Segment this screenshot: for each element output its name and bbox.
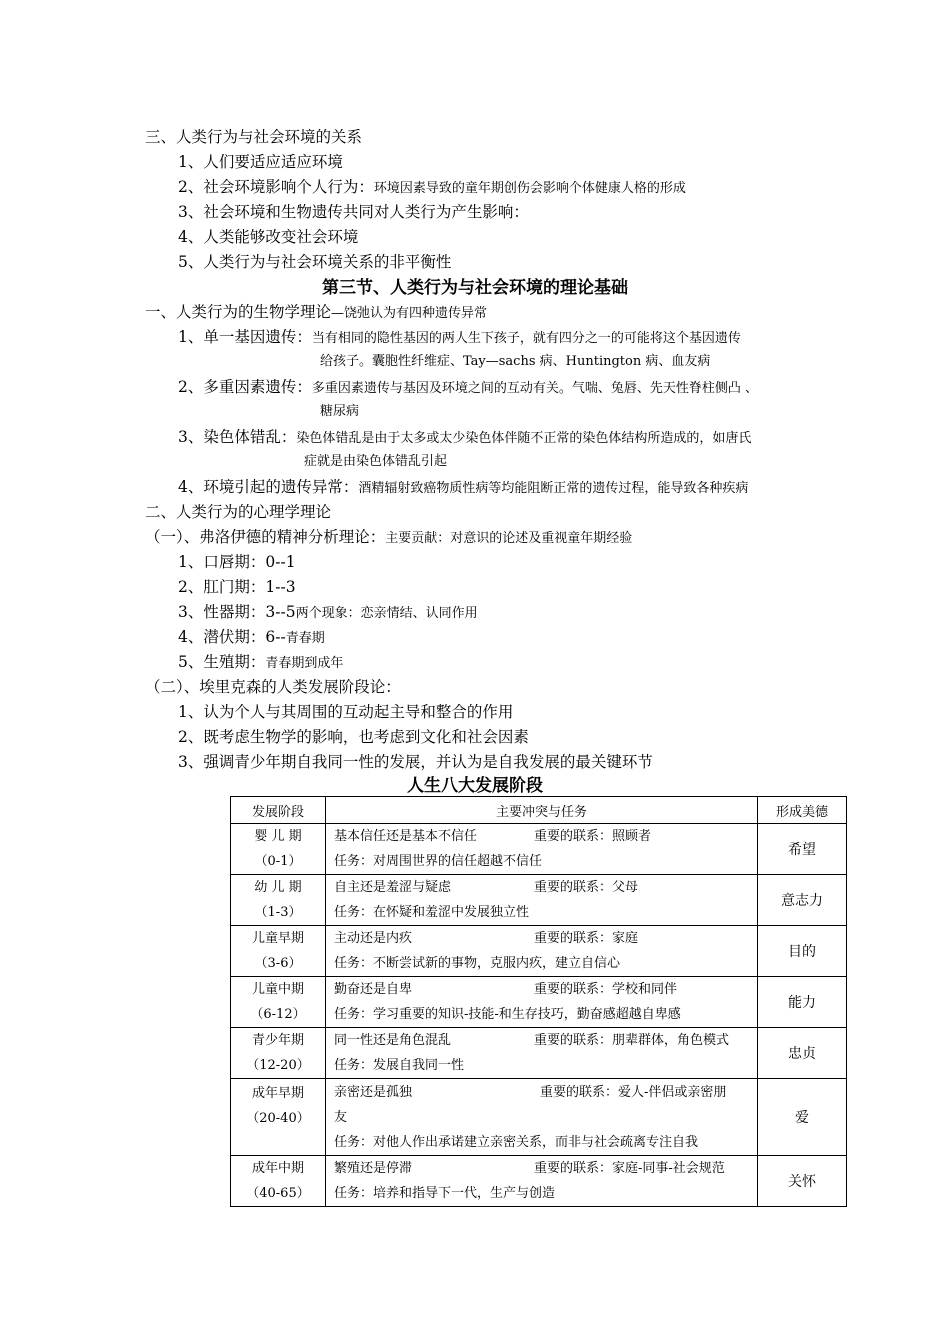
- conflict-cell: 主动还是内疚 重要的联系：家庭 任务：不断尝试新的事物，克服内疚，建立自信心: [326, 926, 758, 977]
- freud-stage-5: 5、生殖期：青春期到成年: [178, 653, 344, 671]
- section3-item-1: 1、人们要适应适应环境: [178, 153, 343, 171]
- freud-stage-3: 3、性器期：3--5两个现象：恋亲情结、认同作用: [178, 603, 478, 621]
- table-row: [231, 1079, 847, 1156]
- bio-item-3-cont: 症就是由染色体错乱引起: [304, 454, 448, 469]
- section3-item-4: 4、人类能够改变社会环境: [178, 228, 359, 246]
- table-row: [231, 1028, 847, 1079]
- erikson-item-3: 3、强调青少年期自我同一性的发展，并认为是自我发展的最关键环节: [178, 753, 653, 771]
- conflict-cell: 勤奋还是自卑 重要的联系：学校和同伴 任务：学习重要的知识-技能-和生存技巧，勤奋感超越自卑感: [326, 977, 758, 1028]
- section3-item-5: 5、人类行为与社会环境关系的非平衡性: [178, 253, 452, 271]
- erikson-item-2: 2、既考虑生物学的影响，也考虑到文化和社会因素: [178, 728, 529, 746]
- stage-cell: 成年早期 （20-40）: [231, 1079, 326, 1156]
- virtue-cell: 目的: [758, 926, 847, 977]
- bio-title-note: —饶弛认为有四种遗传异常: [331, 306, 488, 321]
- development-stages-table: [230, 796, 847, 1207]
- freud-stage-1: 1、口唇期：0--1: [178, 553, 296, 571]
- header-stage: 发展阶段: [231, 797, 326, 824]
- virtue-cell: 希望: [758, 824, 847, 875]
- virtue-cell: 忠贞: [758, 1028, 847, 1079]
- bio-item-2: 2、多重因素遗传：多重因素遗传与基因及环境之间的互动有关。气喘、兔唇、先天性脊柱侧凸 、: [178, 378, 759, 396]
- virtue-cell: 能力: [758, 977, 847, 1028]
- psych-title: 二、人类行为的心理学理论: [145, 503, 332, 521]
- conflict-cell: 同一性还是角色混乱 重要的联系：朋辈群体，角色模式 任务：发展自我同一性: [326, 1028, 758, 1079]
- erikson-title: （二）、埃里克森的人类发展阶段论：: [145, 678, 401, 696]
- virtue-cell: 爱: [758, 1079, 847, 1156]
- virtue-cell: 关怀: [758, 1156, 847, 1207]
- section3-item-3: 3、社会环境和生物遗传共同对人类行为产生影响：: [178, 203, 529, 221]
- stage-cell: 儿童早期 （3-6）: [231, 926, 326, 977]
- conflict-cell: 繁殖还是停滞 重要的联系：家庭-同事-社会规范 任务：培养和指导下一代，生产与创造: [326, 1156, 758, 1207]
- conflict-cell: 自主还是羞涩与疑虑 重要的联系：父母 任务：在怀疑和羞涩中发展独立性: [326, 875, 758, 926]
- header-conflict: 主要冲突与任务: [326, 797, 758, 824]
- table-row: [231, 926, 847, 977]
- table-row: [231, 824, 847, 875]
- freud-stage-4: 4、潜伏期：6--青春期: [178, 628, 325, 646]
- bio-item-4: 4、环境引起的遗传异常：酒精辐射致癌物质性病等均能阻断正常的遗传过程，能导致各种疾病: [178, 478, 749, 496]
- table-row: [231, 875, 847, 926]
- freud-title: （一）、弗洛伊德的精神分析理论：主要贡献：对意识的论述及重视童年期经验: [145, 528, 633, 546]
- table-title: 人生八大发展阶段: [407, 776, 543, 796]
- bio-item-3: 3、染色体错乱：染色体错乱是由于太多或太少染色体伴随不正常的染色体结构所造成的，如唐氏: [178, 428, 752, 446]
- stage-cell: 婴 儿 期 （0-1）: [231, 824, 326, 875]
- stage-cell: 幼 儿 期 （1-3）: [231, 875, 326, 926]
- conflict-cell: 亲密还是孤独 重要的联系：爱人-伴侣或亲密朋 友 任务：对他人作出承诺建立亲密关系，而非与社会疏离专注自我: [326, 1079, 758, 1156]
- section3-title: 三、人类行为与社会环境的关系: [145, 128, 363, 146]
- bio-item-1: 1、单一基因遗传：当有相同的隐性基因的两人生下孩子，就有四分之一的可能将这个基因遗传: [178, 328, 741, 346]
- section3-item-2-note: 环境因素导致的童年期创伤会影响个体健康人格的形成: [373, 181, 686, 196]
- bio-item-1-cont: 给孩子。囊胞性纤维症、Tay—sachs 病、Huntington 病、血友病: [320, 354, 711, 369]
- table-header-row: [231, 797, 847, 824]
- bio-item-2-cont: 糖尿病: [320, 404, 360, 419]
- header-virtue: 形成美德: [758, 797, 847, 824]
- erikson-item-1: 1、认为个人与其周围的互动起主导和整合的作用: [178, 703, 514, 721]
- stage-cell: 成年中期 （40-65）: [231, 1156, 326, 1207]
- stage-cell: 儿童中期 （6-12）: [231, 977, 326, 1028]
- section3-item-2: 2、社会环境影响个人行为：环境因素导致的童年期创伤会影响个体健康人格的形成: [178, 178, 686, 196]
- table-row: [231, 1156, 847, 1207]
- freud-stage-2: 2、肛门期：1--3: [178, 578, 296, 596]
- stage-cell: 青少年期 （12-20）: [231, 1028, 326, 1079]
- chapter-heading: 第三节、人类行为与社会环境的理论基础: [322, 278, 628, 298]
- conflict-cell: 基本信任还是基本不信任 重要的联系：照顾者 任务：对周围世界的信任超越不信任: [326, 824, 758, 875]
- table-row: [231, 977, 847, 1028]
- virtue-cell: 意志力: [758, 875, 847, 926]
- bio-title: 一、人类行为的生物学理论—饶弛认为有四种遗传异常: [145, 303, 488, 321]
